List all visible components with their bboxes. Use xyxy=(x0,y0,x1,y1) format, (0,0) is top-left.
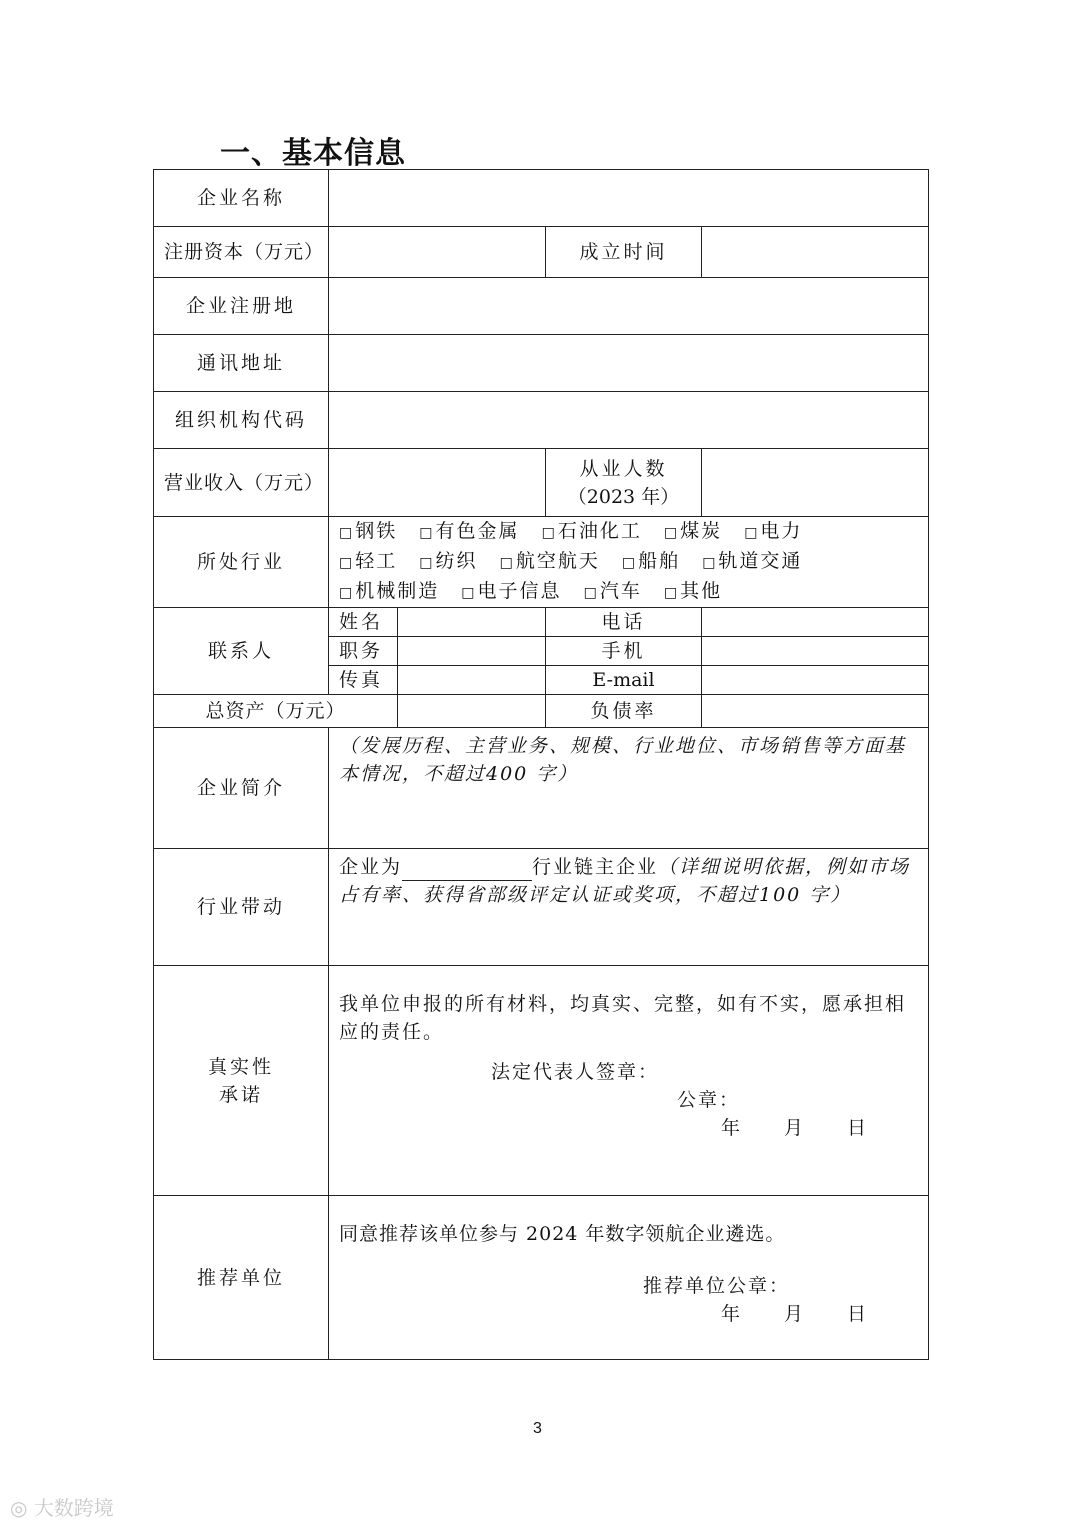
employees-line2: （2023 年） xyxy=(567,485,680,508)
label-reg-place: 企业注册地 xyxy=(154,278,329,335)
label-debt-ratio: 负债率 xyxy=(546,695,702,728)
checkbox-icon[interactable]: □ xyxy=(419,555,435,571)
industry-option[interactable]: □煤炭 xyxy=(663,520,723,542)
official-seal[interactable]: 公章： xyxy=(677,1089,741,1111)
label-contact: 联系人 xyxy=(154,608,329,695)
label-promise xyxy=(154,966,329,1196)
watermark-logo-icon: ◎ xyxy=(10,1496,34,1520)
label-reg-capital: 注册资本（万元） xyxy=(154,227,329,278)
promise-statement: 我单位申报的所有材料，均真实、完整，如有不实，愿承担相应的责任。 xyxy=(339,993,907,1043)
label-contact-name: 姓名 xyxy=(329,608,398,637)
label-found-date: 成立时间 xyxy=(546,227,702,278)
watermark: ◎ 大数跨境 xyxy=(10,1496,114,1520)
drive-prefix: 企业为 xyxy=(339,856,403,878)
reg-capital-field[interactable] xyxy=(329,227,546,278)
contact-mobile-field[interactable] xyxy=(702,637,929,666)
industry-line-3 xyxy=(339,577,918,607)
checkbox-icon[interactable]: □ xyxy=(499,555,515,571)
industry-blank-input[interactable] xyxy=(402,858,532,881)
checkbox-icon[interactable]: □ xyxy=(339,585,355,601)
label-drive: 行业带动 xyxy=(154,849,329,966)
label-contact-email: E-mail xyxy=(546,666,702,695)
employees-line1: 从业人数 xyxy=(579,457,668,480)
label-contact-fax: 传真 xyxy=(329,666,398,695)
promise-date[interactable]: 年 月 日 xyxy=(721,1117,869,1139)
label-address: 通讯地址 xyxy=(154,335,329,392)
intro-field[interactable] xyxy=(329,728,929,849)
industry-option[interactable]: □轨道交通 xyxy=(702,550,803,572)
promise-label-line2: 承诺 xyxy=(218,1083,263,1106)
checkbox-icon[interactable]: □ xyxy=(744,525,760,541)
checkbox-icon[interactable]: □ xyxy=(339,525,355,541)
revenue-field[interactable] xyxy=(329,449,546,517)
industry-option[interactable]: □钢铁 xyxy=(339,520,398,542)
drive-suffix: 行业链主企业 xyxy=(532,856,659,878)
industry-option[interactable]: □轻工 xyxy=(339,550,398,572)
label-total-assets: 总资产（万元） xyxy=(154,695,398,728)
industry-option[interactable]: □航空航天 xyxy=(499,550,600,572)
checkbox-icon[interactable]: □ xyxy=(541,525,557,541)
found-date-field[interactable] xyxy=(702,227,929,278)
intro-hint: （发展历程、主营业务、规模、行业地位、市场销售等方面基本情况，不超过400 字） xyxy=(339,735,907,785)
basic-info-form xyxy=(153,169,929,1360)
recommend-seal[interactable]: 推荐单位公章： xyxy=(643,1275,791,1297)
label-company-name: 企业名称 xyxy=(154,170,329,227)
promise-content xyxy=(329,966,929,1196)
industry-option[interactable]: □汽车 xyxy=(583,580,642,602)
checkbox-icon[interactable]: □ xyxy=(621,555,638,571)
legal-rep-signature[interactable]: 法定代表人签章： xyxy=(491,1061,660,1083)
contact-fax-field[interactable] xyxy=(398,666,546,695)
label-contact-phone: 电话 xyxy=(546,608,702,637)
label-employees xyxy=(546,449,702,517)
industry-option[interactable]: □电力 xyxy=(744,520,803,542)
industry-option[interactable]: □其他 xyxy=(663,580,723,602)
industry-line-1 xyxy=(339,517,918,547)
label-contact-position: 职务 xyxy=(329,637,398,666)
label-revenue: 营业收入（万元） xyxy=(154,449,329,517)
section-title: 一、基本信息 xyxy=(220,136,406,171)
label-org-code: 组织机构代码 xyxy=(154,392,329,449)
recommend-statement: 同意推荐该单位参与 2024 年数字领航企业遴选。 xyxy=(339,1223,786,1245)
industry-options xyxy=(329,517,929,608)
label-intro: 企业简介 xyxy=(154,728,329,849)
checkbox-icon[interactable]: □ xyxy=(663,585,680,601)
industry-option[interactable]: □有色金属 xyxy=(419,520,520,542)
contact-email-field[interactable] xyxy=(702,666,929,695)
address-field[interactable] xyxy=(329,335,929,392)
industry-option[interactable]: □石油化工 xyxy=(541,520,642,542)
industry-line-2 xyxy=(339,547,918,577)
drive-hint: （详细说明依据，例如市场占有率、获得省部级评定认证或奖项，不超过100 字） xyxy=(339,856,911,906)
checkbox-icon[interactable]: □ xyxy=(419,525,435,541)
promise-label-line1: 真实性 xyxy=(207,1055,274,1078)
employees-field[interactable] xyxy=(702,449,929,517)
checkbox-icon[interactable]: □ xyxy=(663,525,680,541)
recommend-date[interactable]: 年 月 日 xyxy=(721,1303,869,1325)
industry-option[interactable]: □纺织 xyxy=(419,550,478,572)
checkbox-icon[interactable]: □ xyxy=(702,555,718,571)
company-name-field[interactable] xyxy=(329,170,929,227)
contact-phone-field[interactable] xyxy=(702,608,929,637)
org-code-field[interactable] xyxy=(329,392,929,449)
drive-field[interactable] xyxy=(329,849,929,966)
label-contact-mobile: 手机 xyxy=(546,637,702,666)
label-industry: 所处行业 xyxy=(154,517,329,608)
industry-option[interactable]: □电子信息 xyxy=(461,580,562,602)
label-recommend: 推荐单位 xyxy=(154,1196,329,1360)
recommend-content xyxy=(329,1196,929,1360)
reg-place-field[interactable] xyxy=(329,278,929,335)
checkbox-icon[interactable]: □ xyxy=(339,555,355,571)
checkbox-icon[interactable]: □ xyxy=(583,585,599,601)
industry-option[interactable]: □船舶 xyxy=(621,550,681,572)
industry-option[interactable]: □机械制造 xyxy=(339,580,440,602)
debt-ratio-field[interactable] xyxy=(702,695,929,728)
page-number: 3 xyxy=(533,1420,542,1437)
total-assets-field[interactable] xyxy=(398,695,546,728)
checkbox-icon[interactable]: □ xyxy=(461,585,477,601)
contact-position-field[interactable] xyxy=(398,637,546,666)
contact-name-field[interactable] xyxy=(398,608,546,637)
